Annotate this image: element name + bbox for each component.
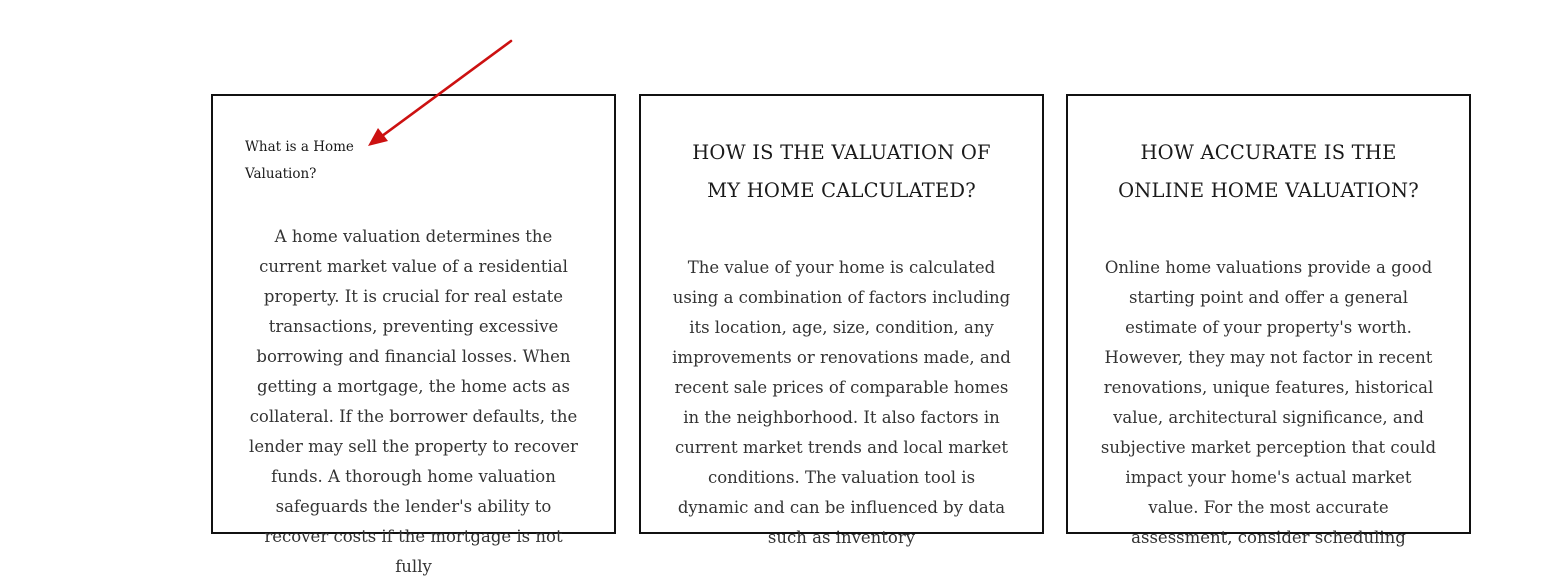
faq-card-home-valuation: [211, 94, 616, 576]
card-body: A home valuation determines the current market value of a residential property. It is crucial for real estate transactions, preventing excessive borrowing and financial losses. When getting a mortgage, the home acts as collateral. If the borrower defaults, the lender may sell the property to recover funds. A thorough home valuation safeguards the lender's ability to recover costs if the mortgage is not fully: [249, 227, 578, 576]
card-body: The value of your home is calculated using a combination of factors including its location, age, size, condition, any improvements or renovations made, and recent sale prices of comparable homes in the neighborhood. It also factors in current market trends and local market conditions. The valuation tool is dynamic and can be influenced by data such as inventory: [672, 258, 1011, 547]
faq-cards: [211, 94, 1477, 576]
faq-card-valuation-accuracy: [1066, 94, 1471, 547]
card-body: Online home valuations provide a good starting point and offer a general estimate of your property's worth. However, they may not factor in recent renovations, unique features, historical value, architectural significance, and subjective market perception that could impact your home's actual market value. For the most accurate assessment, consider scheduling: [1100, 258, 1437, 547]
card-title: What is a Home Valuation?: [245, 139, 354, 182]
card-title: HOW ACCURATE IS THE ONLINE HOME VALUATION?: [1118, 141, 1419, 202]
card-title: HOW IS THE VALUATION OF MY HOME CALCULATED?: [692, 141, 991, 202]
faq-card-valuation-calculated: [639, 94, 1044, 547]
